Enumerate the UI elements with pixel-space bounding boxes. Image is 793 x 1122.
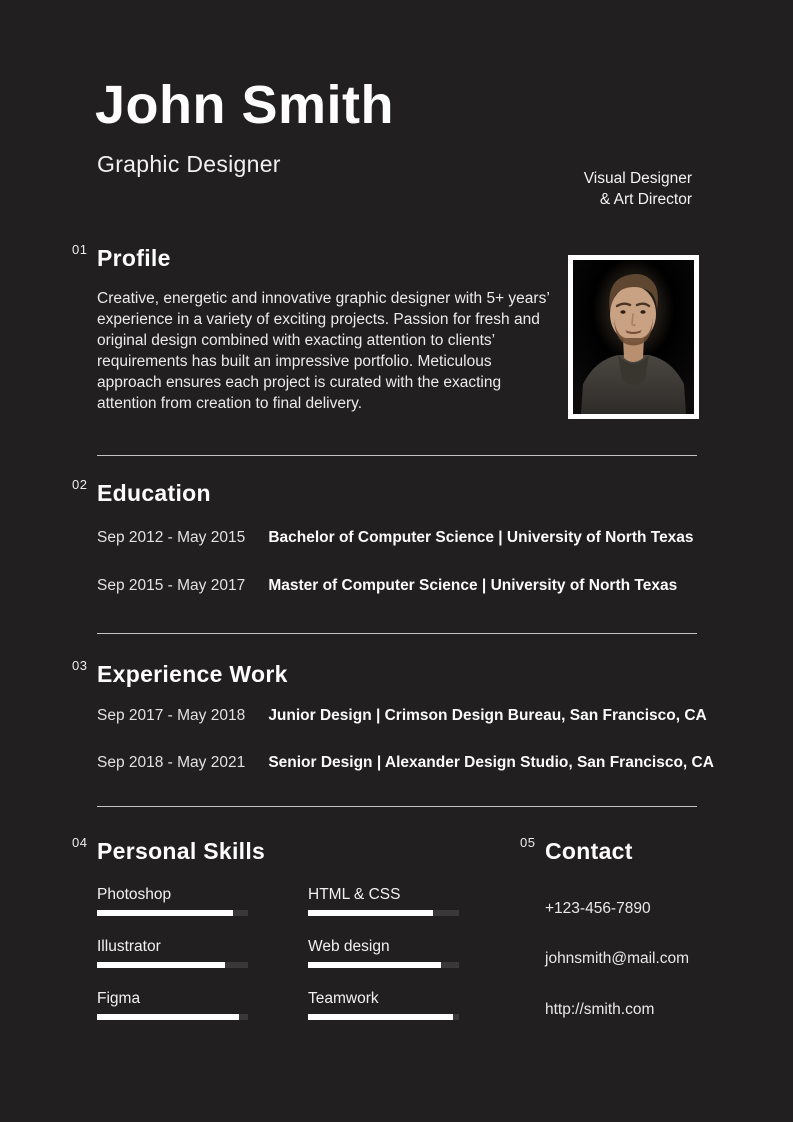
tagline-line-1: Visual Designer xyxy=(583,170,692,187)
skill-bar-track xyxy=(308,910,459,916)
section-experience-header xyxy=(72,658,288,688)
skill-bar-fill xyxy=(308,910,433,916)
skill-label: Photoshop xyxy=(97,886,172,903)
person-role: Graphic Designer xyxy=(97,151,281,177)
experience-dates: Sep 2017 - May 2018 xyxy=(97,707,246,724)
skill-bar-fill xyxy=(97,910,233,916)
education-dates: Sep 2015 - May 2017 xyxy=(97,577,246,594)
section-profile-header xyxy=(72,242,171,272)
tagline-line-2: & Art Director xyxy=(599,191,692,208)
education-degree: Master of Computer Science | University of North Texas xyxy=(268,577,678,594)
skill-bar-track xyxy=(308,1014,459,1020)
section-number: 02 xyxy=(72,477,88,492)
skill-bar-fill xyxy=(308,1014,453,1020)
profile-summary: Creative, energetic and innovative graphic designer with 5+ years’ experience in a variety of exciting projects. Passion for fresh and original design combined with exacting attention to clients’ requirements has built an impressive portfolio. Meticulous approach ensures each project is curated with the exacting attention from creation to final delivery. xyxy=(97,290,550,412)
divider xyxy=(97,455,697,456)
section-title: Education xyxy=(97,480,211,506)
man-portrait-image xyxy=(573,260,694,414)
skill-label: Illustrator xyxy=(97,938,161,955)
section-number: 03 xyxy=(72,658,88,673)
section-title: Personal Skills xyxy=(97,838,266,864)
skill-label: HTML & CSS xyxy=(308,886,401,903)
skill-label: Web design xyxy=(308,938,390,955)
section-title: Experience Work xyxy=(97,661,288,687)
skill-item xyxy=(97,938,248,968)
experience-position: Senior Design | Alexander Design Studio, San Francisco, CA xyxy=(268,754,714,771)
skill-item xyxy=(97,990,248,1020)
contact-phone: +123-456-7890 xyxy=(545,900,651,917)
contact-website: http://smith.com xyxy=(545,1001,655,1018)
skill-item xyxy=(308,938,459,968)
profile-photo xyxy=(568,255,699,419)
education-degree: Bachelor of Computer Science | University of North Texas xyxy=(268,529,694,546)
section-title: Profile xyxy=(97,245,171,271)
skill-item xyxy=(97,886,248,916)
section-education-header xyxy=(72,477,211,507)
skill-bar-track xyxy=(97,962,248,968)
skill-bar-track xyxy=(97,1014,248,1020)
experience-row xyxy=(97,707,707,725)
skill-bar-fill xyxy=(308,962,441,968)
education-dates: Sep 2012 - May 2015 xyxy=(97,529,246,546)
skill-bar-fill xyxy=(97,962,225,968)
education-row xyxy=(97,529,694,547)
skill-bar-track xyxy=(308,962,459,968)
skill-item xyxy=(308,886,459,916)
skill-label: Teamwork xyxy=(308,990,379,1007)
skill-bar-fill xyxy=(97,1014,239,1020)
education-row xyxy=(97,577,677,595)
section-number: 05 xyxy=(520,835,536,850)
contact-email: johnsmith@mail.com xyxy=(545,950,690,967)
section-number: 04 xyxy=(72,835,88,850)
section-title: Contact xyxy=(545,838,633,864)
skill-bar-track xyxy=(97,910,248,916)
experience-dates: Sep 2018 - May 2021 xyxy=(97,754,246,771)
divider xyxy=(97,633,697,634)
section-skills-header xyxy=(72,835,266,865)
section-number: 01 xyxy=(72,242,88,257)
experience-row xyxy=(97,754,714,772)
section-contact-header xyxy=(520,835,633,865)
skill-item xyxy=(308,990,459,1020)
skill-label: Figma xyxy=(97,990,141,1007)
divider xyxy=(97,806,697,807)
person-name: John Smith xyxy=(95,75,394,135)
experience-position: Junior Design | Crimson Design Bureau, San Francisco, CA xyxy=(268,707,707,724)
tagline xyxy=(584,168,692,210)
